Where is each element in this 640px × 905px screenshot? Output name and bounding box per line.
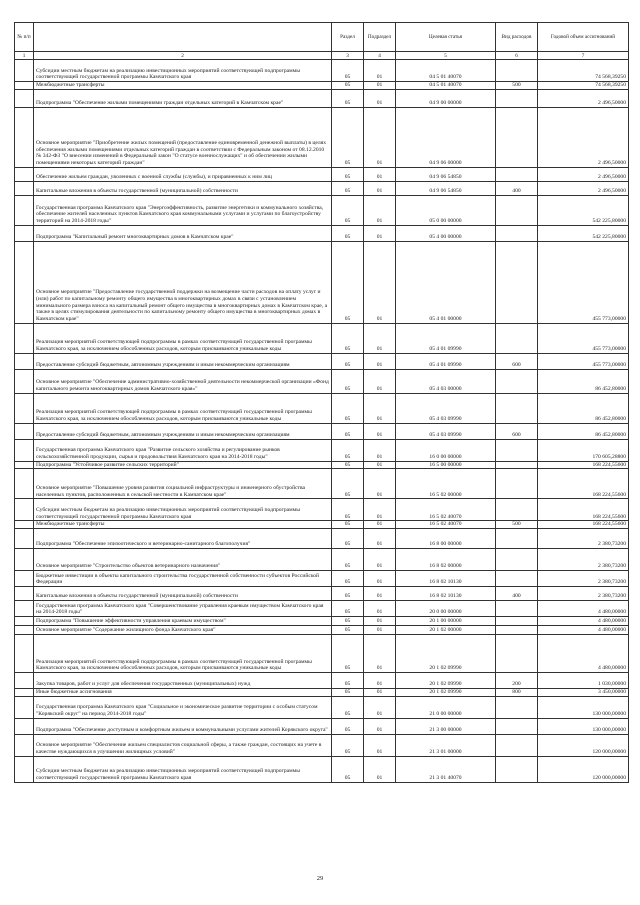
- budget-document: [14, 22, 628, 783]
- row-target-item: 04 9 06 00000: [396, 107, 496, 167]
- row-description: Межбюджетные трансферты: [34, 82, 332, 90]
- row-expense-type: [496, 241, 538, 323]
- row-description: Реализация мероприятий соответствующей подпрограммы в рамках соответствующей государственной программы Камчатского края, за исключением обособленных расходов, которым присваиваются уникальные коды: [34, 323, 332, 353]
- column-number: 2: [34, 52, 332, 60]
- table-row: [15, 696, 629, 718]
- table-row: [15, 601, 629, 617]
- row-subsection: 01: [364, 601, 396, 617]
- row-target-item: 16 5 00 00000: [396, 461, 496, 469]
- row-expense-type: [496, 393, 538, 423]
- row-number-cell: [15, 181, 34, 195]
- row-amount: 2 380,73200: [538, 529, 629, 549]
- row-expense-type: [496, 195, 538, 225]
- row-target-item: 20 0 00 00000: [396, 601, 496, 617]
- table-row: [15, 241, 629, 323]
- row-subsection: 01: [364, 195, 396, 225]
- row-amount: 4 480,00000: [538, 601, 629, 617]
- row-section: 05: [332, 225, 364, 241]
- table-row: [15, 181, 629, 195]
- row-target-item: 21 0 00 00000: [396, 696, 496, 718]
- row-subsection: 01: [364, 549, 396, 571]
- table-row: [15, 353, 629, 369]
- row-amount: 170 605,28800: [538, 439, 629, 461]
- row-target-item: 20 1 00 00000: [396, 617, 496, 626]
- row-expense-type: [496, 469, 538, 499]
- row-target-item: 21 3 00 00000: [396, 718, 496, 734]
- row-number-cell: [15, 393, 34, 423]
- row-amount: 168 224,55600: [538, 469, 629, 499]
- column-number: 7: [538, 52, 629, 60]
- row-expense-type: [496, 718, 538, 734]
- row-amount: 168 224,55600: [538, 461, 629, 469]
- table-row: [15, 82, 629, 90]
- row-subsection: 01: [364, 241, 396, 323]
- row-subsection: 01: [364, 587, 396, 601]
- row-number-cell: [15, 225, 34, 241]
- row-section: 05: [332, 82, 364, 90]
- column-number: 5: [396, 52, 496, 60]
- row-expense-type: [496, 461, 538, 469]
- row-description: Государственная программа Камчатского края "Социальное и экономическое развитие территории с особым статусом "Корякский округ" на период 2014-2018 годы": [34, 696, 332, 718]
- table-row: [15, 469, 629, 499]
- row-amount: 74 568,39250: [538, 82, 629, 90]
- row-expense-type: [496, 60, 538, 82]
- row-section: 05: [332, 718, 364, 734]
- row-section: 05: [332, 571, 364, 587]
- row-amount: 1 030,00000: [538, 673, 629, 689]
- row-number-cell: [15, 499, 34, 521]
- row-subsection: 01: [364, 469, 396, 499]
- header-section: Раздел: [332, 23, 364, 52]
- table-row: [15, 107, 629, 167]
- row-section: 05: [332, 626, 364, 635]
- row-amount: 2 496,50000: [538, 107, 629, 167]
- row-target-item: 04 9 06 54850: [396, 181, 496, 195]
- row-section: 05: [332, 673, 364, 689]
- row-target-item: 04 5 01 40070: [396, 82, 496, 90]
- table-header: [15, 23, 629, 60]
- row-amount: 542 225,80000: [538, 225, 629, 241]
- row-subsection: 01: [364, 225, 396, 241]
- row-section: 05: [332, 734, 364, 756]
- row-description: Основное мероприятие "Предоставление государственной поддержки на возмещение части расходов на оплату услуг и (или) работ по капитальному ремонту общего имущества в многоквартирных домах в связи с установлением минимального размера взноса на капитальный ремонт общего имущества в многоквартирных домах в Камчатском крае, а также в целях стимулирования деятельности по капитальному ремонту общего имущества в многоквартирных домах в Камчатском крае": [34, 241, 332, 323]
- row-expense-type: [496, 756, 538, 782]
- row-expense-type: [496, 107, 538, 167]
- row-expense-type: [496, 696, 538, 718]
- row-number-cell: [15, 756, 34, 782]
- row-target-item: 16 0 00 00000: [396, 439, 496, 461]
- row-expense-type: [496, 571, 538, 587]
- row-section: 05: [332, 529, 364, 549]
- row-expense-type: [496, 369, 538, 393]
- row-amount: 2 496,50000: [538, 181, 629, 195]
- row-number-cell: [15, 673, 34, 689]
- row-number-cell: [15, 167, 34, 181]
- row-section: 05: [332, 549, 364, 571]
- row-description: Основное мероприятие "Обеспечение административно-хозяйственной деятельности некоммерческой организации «Фонд капитального ремонта многоквартирных домов Камчатского края»": [34, 369, 332, 393]
- row-expense-type: 500: [496, 82, 538, 90]
- row-target-item: 05 4 03 09990: [396, 423, 496, 439]
- row-description: Субсидии местным бюджетам на реализацию инвестиционных мероприятий соответствующей подпрограммы соответствующей государственной программы Камчатского края: [34, 499, 332, 521]
- header-target-item: Целевая статья: [396, 23, 496, 52]
- row-number-cell: [15, 195, 34, 225]
- table-row: [15, 626, 629, 635]
- row-subsection: 01: [364, 60, 396, 82]
- table-row: [15, 393, 629, 423]
- header-number: № п/п: [15, 23, 34, 52]
- row-subsection: 01: [364, 82, 396, 90]
- row-expense-type: [496, 323, 538, 353]
- table-row: [15, 499, 629, 521]
- row-target-item: 20 1 02 00000: [396, 626, 496, 635]
- row-number-cell: [15, 439, 34, 461]
- row-target-item: 05 4 01 00000: [396, 241, 496, 323]
- row-expense-type: 200: [496, 673, 538, 689]
- table-row: [15, 60, 629, 82]
- row-section: 05: [332, 393, 364, 423]
- row-number-cell: [15, 571, 34, 587]
- table-row: [15, 167, 629, 181]
- row-section: 05: [332, 60, 364, 82]
- row-amount: 168 224,55600: [538, 521, 629, 529]
- row-amount: 542 225,80000: [538, 195, 629, 225]
- table-row: [15, 549, 629, 571]
- row-amount: 3 450,00000: [538, 689, 629, 697]
- page-number: 29: [316, 875, 324, 882]
- row-subsection: 01: [364, 423, 396, 439]
- row-description: Субсидии местным бюджетам на реализацию инвестиционных мероприятий соответствующей подпрограммы соответствующей государственной программы Камчатского края: [34, 756, 332, 782]
- row-subsection: 01: [364, 696, 396, 718]
- row-description: Подпрограмма "Обеспечение жилыми помещениями граждан отдельных категорий в Камчатском крае": [34, 89, 332, 107]
- row-amount: 168 224,55600: [538, 499, 629, 521]
- row-description: Закупка товаров, работ и услуг для обеспечения государственных (муниципальных) нужд: [34, 673, 332, 689]
- row-amount: 455 773,00000: [538, 353, 629, 369]
- table-row: [15, 587, 629, 601]
- row-subsection: 01: [364, 107, 396, 167]
- row-amount: 86 452,80000: [538, 423, 629, 439]
- row-number-cell: [15, 549, 34, 571]
- row-expense-type: 600: [496, 423, 538, 439]
- row-section: 05: [332, 469, 364, 499]
- table-row: [15, 718, 629, 734]
- row-section: 05: [332, 601, 364, 617]
- row-section: 05: [332, 107, 364, 167]
- row-number-cell: [15, 82, 34, 90]
- row-number-cell: [15, 241, 34, 323]
- row-target-item: 04 9 00 00000: [396, 89, 496, 107]
- row-section: 05: [332, 521, 364, 529]
- row-amount: 2 380,73200: [538, 587, 629, 601]
- row-expense-type: 400: [496, 181, 538, 195]
- row-amount: 455 773,00000: [538, 323, 629, 353]
- header-expense-type: Вид расходов: [496, 23, 538, 52]
- row-description: Государственная программа Камчатского края "Энергоэффективность, развитие энергетики и коммунального хозяйства, обеспечение жителей населенных пунктов Камчатского края коммунальными услугами и услугами по благоустройству территорий на 2014-2018 годы": [34, 195, 332, 225]
- row-subsection: 01: [364, 571, 396, 587]
- row-target-item: 20 1 02 09990: [396, 689, 496, 697]
- row-description: Предоставление субсидий бюджетным, автономным учреждениям и иным некоммерческим организациям: [34, 353, 332, 369]
- row-description: Обеспечение жильем граждан, уволенных с военной службы (службы), и приравненных к ним лиц: [34, 167, 332, 181]
- row-amount: 130 000,00000: [538, 696, 629, 718]
- row-expense-type: [496, 225, 538, 241]
- table-row: [15, 423, 629, 439]
- row-expense-type: [496, 626, 538, 635]
- row-subsection: 01: [364, 521, 396, 529]
- row-description: Предоставление субсидий бюджетным, автономным учреждениям и иным некоммерческим организациям: [34, 423, 332, 439]
- row-expense-type: [496, 89, 538, 107]
- table-row: [15, 369, 629, 393]
- row-number-cell: [15, 469, 34, 499]
- row-subsection: 01: [364, 167, 396, 181]
- row-number-cell: [15, 323, 34, 353]
- row-expense-type: [496, 635, 538, 673]
- row-description: Подпрограмма "Устойчивое развитие сельских территорий": [34, 461, 332, 469]
- header-subsection: Подраздел: [364, 23, 396, 52]
- row-description: Реализация мероприятий соответствующей подпрограммы в рамках соответствующей государственной программы Камчатского края, за исключением обособленных расходов, которым присваиваются уникальные коды: [34, 635, 332, 673]
- row-expense-type: 800: [496, 689, 538, 697]
- row-target-item: 16 8 02 00000: [396, 549, 496, 571]
- row-amount: 120 000,00000: [538, 734, 629, 756]
- row-description: Капитальные вложения в объекты государственной (муниципальной) собственности: [34, 587, 332, 601]
- row-amount: 2 380,73200: [538, 571, 629, 587]
- table-body: [15, 60, 629, 783]
- row-amount: 4 480,00000: [538, 626, 629, 635]
- table-row: [15, 225, 629, 241]
- row-expense-type: [496, 549, 538, 571]
- row-amount: 86 452,80000: [538, 369, 629, 393]
- row-description: Основное мероприятие "Приобретение жилых помещений (предоставление единовременной денежной выплаты) в целях обеспечения жилыми помещениями отдельных категорий граждан в соответствии с Федеральным законом от 08.12.2010 № 342-ФЗ "О внесении изменений в Федеральный закон "О статусе военнослужащих" и об обеспечении жилыми помещениями некоторых категорий граждан": [34, 107, 332, 167]
- row-target-item: 05 4 03 09990: [396, 393, 496, 423]
- row-section: 05: [332, 323, 364, 353]
- row-subsection: 01: [364, 689, 396, 697]
- row-description: Бюджетные инвестиции в объекты капитального строительства государственной собственности субъектов Российской Федерации: [34, 571, 332, 587]
- row-description: Основное мероприятие "Строительство объектов ветеринарного назначения": [34, 549, 332, 571]
- row-section: 05: [332, 689, 364, 697]
- row-subsection: 01: [364, 181, 396, 195]
- row-section: 05: [332, 181, 364, 195]
- row-section: 05: [332, 241, 364, 323]
- row-expense-type: [496, 499, 538, 521]
- row-section: 05: [332, 369, 364, 393]
- table-row: [15, 756, 629, 782]
- row-number-cell: [15, 601, 34, 617]
- row-target-item: 20 1 02 09990: [396, 673, 496, 689]
- row-subsection: 01: [364, 461, 396, 469]
- row-description: Основное мероприятие "Содержание жилищного фонда Камчатского края": [34, 626, 332, 635]
- table-row: [15, 689, 629, 697]
- row-subsection: 01: [364, 393, 396, 423]
- row-expense-type: [496, 529, 538, 549]
- header-name: [34, 23, 332, 52]
- row-target-item: 16 8 02 10130: [396, 587, 496, 601]
- row-section: 05: [332, 439, 364, 461]
- row-number-cell: [15, 423, 34, 439]
- row-description: Основное мероприятие "Повышение уровня развития социальной инфраструктуры и инженерного обустройства населенных пунктов, расположенных в сельской местности в Камчатском крае": [34, 469, 332, 499]
- row-amount: 120 000,00000: [538, 756, 629, 782]
- row-section: 05: [332, 696, 364, 718]
- table-row: [15, 323, 629, 353]
- row-target-item: 04 5 01 40070: [396, 60, 496, 82]
- row-description: Реализация мероприятий соответствующей подпрограммы в рамках соответствующей государственной программы Камчатского края, за исключением обособленных расходов, которым присваиваются уникальные коды: [34, 393, 332, 423]
- row-amount: 86 452,80000: [538, 393, 629, 423]
- row-number-cell: [15, 635, 34, 673]
- row-section: 05: [332, 499, 364, 521]
- row-section: 05: [332, 423, 364, 439]
- row-amount: 2 380,73200: [538, 549, 629, 571]
- row-subsection: 01: [364, 626, 396, 635]
- row-target-item: 16 8 02 10130: [396, 571, 496, 587]
- row-number-cell: [15, 689, 34, 697]
- row-amount: 2 496,50000: [538, 89, 629, 107]
- table-row: [15, 439, 629, 461]
- table-row: [15, 461, 629, 469]
- table-row: [15, 635, 629, 673]
- row-target-item: 16 5 02 40070: [396, 499, 496, 521]
- row-description: Подпрограмма "Капитальный ремонт многоквартирных домов в Камчатском крае": [34, 225, 332, 241]
- row-subsection: 01: [364, 499, 396, 521]
- row-expense-type: [496, 167, 538, 181]
- table-row: [15, 734, 629, 756]
- row-amount: 4 480,00000: [538, 635, 629, 673]
- row-number-cell: [15, 587, 34, 601]
- row-target-item: 05 4 01 09990: [396, 353, 496, 369]
- row-expense-type: 500: [496, 521, 538, 529]
- row-section: 05: [332, 89, 364, 107]
- row-section: 05: [332, 195, 364, 225]
- row-subsection: 01: [364, 673, 396, 689]
- row-target-item: 20 1 02 09990: [396, 635, 496, 673]
- column-number: 3: [332, 52, 364, 60]
- row-amount: 130 000,00000: [538, 718, 629, 734]
- row-subsection: 01: [364, 323, 396, 353]
- row-target-item: 21 3 01 40070: [396, 756, 496, 782]
- row-target-item: 05 4 03 00000: [396, 369, 496, 393]
- row-number-cell: [15, 696, 34, 718]
- row-number-cell: [15, 89, 34, 107]
- row-target-item: 16 5 02 00000: [396, 469, 496, 499]
- row-number-cell: [15, 60, 34, 82]
- table-row: [15, 617, 629, 626]
- row-expense-type: [496, 734, 538, 756]
- row-description: Государственная программа Камчатского края "Совершенствование управления краевым имуществом Камчатского края на 2014-2018 годы": [34, 601, 332, 617]
- row-description: Субсидии местным бюджетам на реализацию инвестиционных мероприятий соответствующей подпрограммы соответствующей государственной программы Камчатского края: [34, 60, 332, 82]
- row-target-item: 16 8 00 00000: [396, 529, 496, 549]
- row-amount: 455 773,00000: [538, 241, 629, 323]
- row-subsection: 01: [364, 718, 396, 734]
- row-target-item: 21 3 01 00000: [396, 734, 496, 756]
- row-number-cell: [15, 718, 34, 734]
- row-target-item: 05 0 00 00000: [396, 195, 496, 225]
- table-row: [15, 529, 629, 549]
- row-expense-type: [496, 439, 538, 461]
- row-number-cell: [15, 521, 34, 529]
- header-annual-amount: Годовой объем ассигнований: [538, 23, 629, 52]
- row-subsection: 01: [364, 734, 396, 756]
- row-number-cell: [15, 353, 34, 369]
- row-expense-type: [496, 617, 538, 626]
- table-row: [15, 673, 629, 689]
- row-target-item: 16 5 02 40070: [396, 521, 496, 529]
- column-number: 1: [15, 52, 34, 60]
- row-amount: 2 496,50000: [538, 167, 629, 181]
- row-description: Подпрограмма "Повышение эффективности управления краевым имуществом": [34, 617, 332, 626]
- row-target-item: 05 4 01 09990: [396, 323, 496, 353]
- row-number-cell: [15, 734, 34, 756]
- row-subsection: 01: [364, 635, 396, 673]
- row-number-cell: [15, 617, 34, 626]
- row-section: 05: [332, 587, 364, 601]
- row-subsection: 01: [364, 353, 396, 369]
- row-section: 05: [332, 756, 364, 782]
- row-description: Подпрограмма "Обеспечение доступным и комфортным жильем и коммунальными услугами жителей Корякского округа": [34, 718, 332, 734]
- row-expense-type: 400: [496, 587, 538, 601]
- table-row: [15, 195, 629, 225]
- row-section: 05: [332, 167, 364, 181]
- row-number-cell: [15, 626, 34, 635]
- column-number: 6: [496, 52, 538, 60]
- row-amount: 4 480,00000: [538, 617, 629, 626]
- table-row: [15, 571, 629, 587]
- row-section: 05: [332, 461, 364, 469]
- row-amount: 74 568,39250: [538, 60, 629, 82]
- row-number-cell: [15, 107, 34, 167]
- row-target-item: 04 9 06 54850: [396, 167, 496, 181]
- row-expense-type: 600: [496, 353, 538, 369]
- row-expense-type: [496, 601, 538, 617]
- row-section: 05: [332, 353, 364, 369]
- row-number-cell: [15, 529, 34, 549]
- row-subsection: 01: [364, 617, 396, 626]
- row-description: Межбюджетные трансферты: [34, 521, 332, 529]
- row-subsection: 01: [364, 369, 396, 393]
- budget-table: [14, 22, 629, 783]
- row-description: Подпрограмма "Обеспечение эпизоотического и ветеринарно-санитарного благополучия": [34, 529, 332, 549]
- row-description: Государственная программа Камчатского края "Развитие сельского хозяйства и регулирование рынков сельскохозяйственной продукции, сырья и продовольствия Камчатского края на 2014-2018 годы": [34, 439, 332, 461]
- column-number: 4: [364, 52, 396, 60]
- row-subsection: 01: [364, 529, 396, 549]
- row-subsection: 01: [364, 756, 396, 782]
- row-section: 05: [332, 635, 364, 673]
- row-description: Основное мероприятие "Обеспечение жильем специалистов социальной сферы, а также граждан, состоящих на учете в качестве нуждающихся в улучшении жилищных условий": [34, 734, 332, 756]
- row-section: 05: [332, 617, 364, 626]
- row-description: Капитальные вложения в объекты государственной (муниципальной) собственности: [34, 181, 332, 195]
- table-row: [15, 521, 629, 529]
- row-number-cell: [15, 369, 34, 393]
- row-number-cell: [15, 461, 34, 469]
- row-subsection: 01: [364, 439, 396, 461]
- row-target-item: 05 4 00 00000: [396, 225, 496, 241]
- row-subsection: 01: [364, 89, 396, 107]
- row-description: Иные бюджетные ассигнования: [34, 689, 332, 697]
- table-row: [15, 89, 629, 107]
